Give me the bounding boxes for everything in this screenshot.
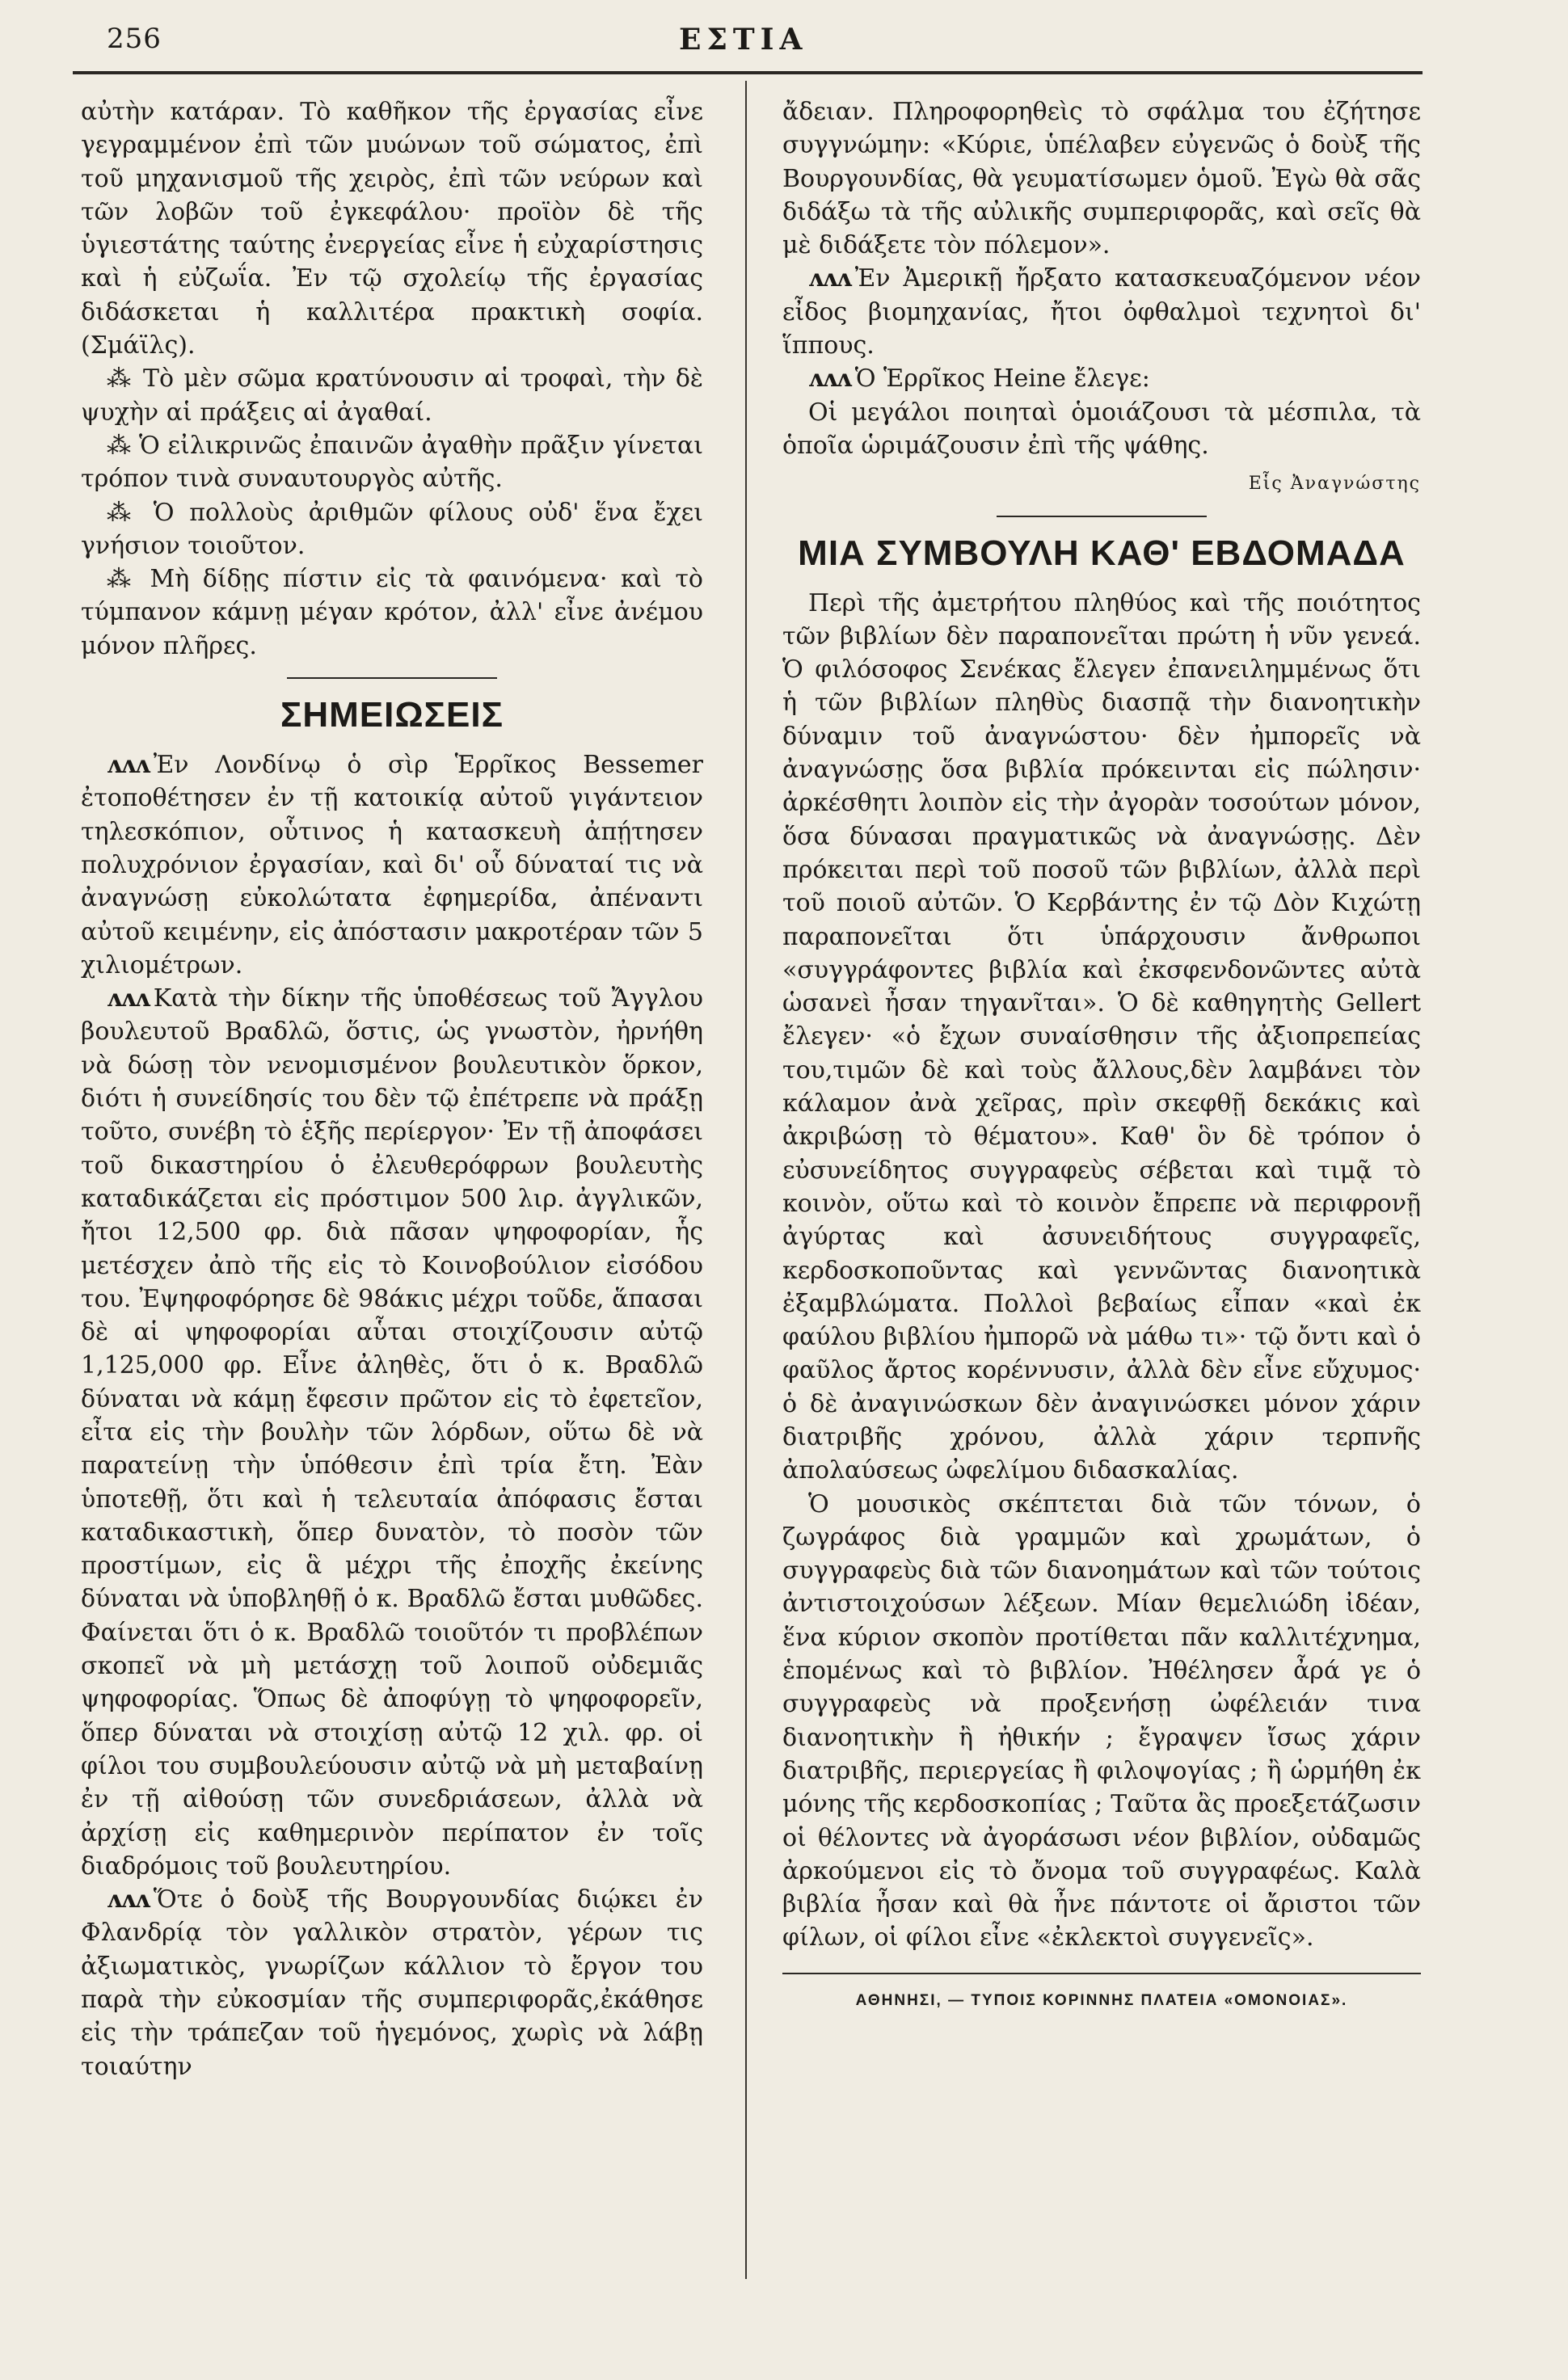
maxim-paragraph: ⁂ Ὁ εἰλικρινῶς ἐπαινῶν ἀγαθὴν πρᾶξιν γίνεται τρόπον τινὰ συναυτουργὸς αὐτῆς. <box>81 431 703 494</box>
note-paragraph <box>782 362 1421 395</box>
quote-paragraph: Οἱ μεγάλοι ποιηταὶ ὁμοιάζουσι τὰ μέσπιλα, τὰ ὁποῖα ὡριμάζουσιν ἐπὶ τῆς ψάθης. <box>782 398 1421 460</box>
running-title: ΕΣΤΙΑ <box>679 23 808 57</box>
maxim-paragraph: ⁂ Ὁ πολλοὺς ἀριθμῶν φίλους οὐδ' ἕνα ἔχει γνήσιον τοιοῦτον. <box>81 498 703 560</box>
maxim-paragraph: ⁂ Τὸ μὲν σῶμα κρατύνουσιν αἱ τροφαὶ, τὴν δὲ ψυχὴν αἱ πράξεις αἱ ἀγαθαί. <box>81 364 703 427</box>
note-text: Ὁ Ἑρρῖκος Heine ἔλεγε: <box>854 364 1150 394</box>
note-mark-icon: ʌʌʌ <box>107 751 149 780</box>
section-rule <box>997 516 1207 517</box>
right-column <box>782 95 1421 2017</box>
left-column <box>81 95 703 2083</box>
signature: Εἷς Ἀναγνώστης <box>1248 474 1421 495</box>
note-paragraph <box>81 982 703 1883</box>
column-divider <box>745 81 747 2279</box>
page-header <box>57 23 1431 71</box>
note-text: Κατὰ τὴν δίκην τῆς ὑποθέσεως τοῦ Ἄγγλου βουλευτοῦ Βραδλῶ, ὅστις, ὡς γνωστὸν, ἠρνήθη νὰ δώσῃ τὸν νενομισμένον βουλευτικὸν ὅρκον, διότι ἡ συνείδησίς του δὲν τῷ ἐπέτρεπε νὰ πράξῃ τοῦτο, συνέβη τὸ ἑξῆς περίεργον· Ἐν τῇ ἀποφάσει τοῦ δικαστηρίου ὁ ἐλευθερόφρων βουλευτὴς καταδικάζεται εἰς πρόστιμον 500 λιρ. ἀγγλικῶν, ἤτοι 12,500 φρ. διὰ πᾶσαν ψηφοφορίαν, ἧς μετέσχεν ἀπὸ τῆς εἰς τὸ Κοινοβούλιον εἰσόδου του. Ἐψηφοφόρησε δὲ 98άκις μέχρι τοῦδε, ἅπασαι δὲ αἱ ψηφοφορίαι αὗται στοιχίζουσιν αὐτῷ 1,125,000 φρ. Εἶνε ἀληθὲς, ὅτι ὁ κ. Βραδλῶ δύναται νὰ κάμῃ ἔφεσιν πρῶτον εἰς τὸ ἐφετεῖον, εἶτα εἰς τὴν βουλὴν τῶν λόρδων, οὕτω δὲ νὰ παρατείνῃ τὴν ὑπόθεσιν ἐπὶ τρία ἔτη. Ἐὰν ὑποτεθῇ, ὅτι καὶ ἡ τελευταία ἀπόφασις ἔσται καταδικαστικὴ, ὅπερ δυνατὸν, τὸ ποσὸν τῶν προστίμων, εἰς ἃ μέχρι τῆς ἐποχῆς ἐκείνης δύναται νὰ ὑποβληθῇ ὁ κ. Βραδλῶ ἔσται μυθῶδες. Φαίνεται ὅτι ὁ κ. Βραδλῶ τοιοῦτόν τι προβλέπων σκοπεῖ νὰ μὴ μετάσχῃ τοῦ λοιποῦ οὐδεμιᾶς ψηφοφορίας. Ὅπως δὲ ἀποφύγῃ τὸ ψηφοφορεῖν, ὅπερ δύναται νὰ στοιχίσῃ αὐτῷ 12 χιλ. φρ. οἱ φίλοι του συμβουλεύουσιν αὐτῷ νὰ μὴ μεταβαίνῃ ἐν τῇ αἰθούσῃ τῶν συνεδριάσεων, ἀλλὰ νὰ ἀρχίσῃ εἰς καθημερινὸν περίπατον ἐν τοῖς διαδρόμοις τοῦ βουλευτηρίου. <box>81 984 703 1881</box>
note-paragraph <box>81 748 703 982</box>
article-paragraph: Περὶ τῆς ἀμετρήτου πληθύος καὶ τῆς ποιότητος τῶν βιβλίων δὲν παραπονεῖται πρώτη ἡ νῦν γενεά. Ὁ φιλόσοφος Σενέκας ἔλεγεν ἐπανειλημμένως ὅτι ἡ τῶν βιβλίων πληθὺς διασπᾷ τὴν διανοητικὴν δύναμιν τοῦ ἀναγνώστου· δὲν ἠμπορεῖς νὰ ἀναγνώσῃς ὅσα βιβλία πρόκεινται εἰς πώλησιν· ἀρκέσθητι λοιπὸν εἰς τὴν ἀγορὰν τοσούτων μόνον, ὅσα δύνασαι πραγματικῶς νὰ ἀναγνώσῃς. Δὲν πρόκειται περὶ τοῦ ποσοῦ τῶν βιβλίων, ἀλλὰ περὶ τοῦ ποιοῦ αὐτῶν. Ὁ Κερβάντης ἐν τῷ Δὸν Κιχώτῃ παραπονεῖται ὅτι ὑπάρχουσιν ἄνθρωποι «συγγράφοντες βιβλία καὶ ἐκσφενδονῶντες αὐτὰ ὡσανεὶ ἦσαν τηγανῖται». Ὁ δὲ καθηγητὴς Gellert ἔλεγεν· «ὁ ἔχων συναίσθησιν τῆς ἀξιοπρεπείας του,τιμῶν δὲ καὶ τοὺς ἄλλους,δὲν λαμβάνει τὸν κάλαμον ἀνὰ χεῖρας, πρὶν σκεφθῇ δεκάκις καὶ ἀκριβώσῃ τὸ θέματου». Καθ' ὃν δὲ τρόπον ὁ εὐσυνείδητος συγγραφεὺς σέβεται καὶ τιμᾷ τὸ κοινὸν, οὕτω καὶ τὸ κοινὸν ἔπρεπε νὰ περιφρονῇ ἀγύρτας καὶ ἀσυνειδήτους συγγραφεῖς, κερδοσκοποῦντας καὶ γεννῶντας διανοητικὰ ἐξαμβλώματα. Πολλοὶ βεβαίως εἶπαν «καὶ ἐκ φαύλου βιβλίου ἠμπορῶ νὰ μάθω τι»· τῷ ὄντι καὶ ὁ φαῦλος ἄρτος κορέννυσιν, ἀλλὰ δὲν εἶνε εὔχυμος· ὁ δὲ ἀναγινώσκων δὲν ἀναγινώσκει μόνον χάριν διατριβῆς χρόνου, ἀλλὰ χάριν τερπνῆς ἀπολαύσεως ὠφελίμου διδασκαλίας. <box>782 588 1421 1485</box>
note-mark-icon: ʌʌʌ <box>808 364 850 394</box>
note-paragraph <box>81 1883 703 2083</box>
imprint-rule <box>782 1973 1421 1974</box>
note-mark-icon: ʌʌʌ <box>107 984 149 1013</box>
note-text: Ἐν Ἀμερικῇ ἤρξατο κατασκευαζόμενον νέον εἶδος βιομηχανίας, ἤτοι ὀφθαλμοὶ τεχνητοὶ δι' ἵππους. <box>782 264 1421 360</box>
maxim-paragraph: ⁂ Μὴ δίδῃς πίστιν εἰς τὰ φαινόμενα· καὶ τὸ τύμπανον κάμνῃ μέγαν κρότον, ἀλλ' εἶνε ἀνέμου μόνον πλῆρες. <box>81 565 703 660</box>
note-paragraph <box>782 262 1421 362</box>
note-mark-icon: ʌʌʌ <box>107 1885 149 1915</box>
printer-imprint: ΑΘΗΝΗΣΙ, — ΤΥΠΟΙΣ ΚΟΡΙΝΝΗΣ ΠΛΑΤΕΙΑ «ΟΜΟΝΟΙΑΣ». <box>855 1991 1348 2009</box>
page-number: 256 <box>107 23 162 55</box>
article-paragraph: Ὁ μουσικὸς σκέπτεται διὰ τῶν τόνων, ὁ ζωγράφος διὰ γραμμῶν καὶ χρωμάτων, ὁ συγγραφεὺς διὰ τῶν διανοημάτων καὶ τῶν τούτοις ἀντιστοιχούσων λέξεων. Μίαν θεμελιώδη ἰδέαν, ἕνα κύριον σκοπὸν προτίθεται πᾶν καλλιτέχνημα, ἑπομένως καὶ τὸ βιβλίον. Ἠθέλησεν ἆρά γε ὁ συγγραφεὺς νὰ προξενήσῃ ὠφέλειάν τινα διανοητικὴν ἢ ἠθικήν ; ἔγραψεν ἴσως χάριν διατριβῆς, περιεργείας ἢ φιλοψογίας ; ἢ ὡρμήθη ἐκ μόνης τῆς κερδοσκοπίας ; Ταῦτα ἂς προεξετάζωσιν οἱ θέλοντες νὰ ἀγοράσωσι νέον βιβλίον, οὐδαμῶς ἀρκούμενοι εἰς τὸ ὄνομα τοῦ συγγραφέως. Καλὰ βιβλία ἦσαν καὶ θὰ ἦνε πάντοτε οἱ ἄριστοι τῶν φίλων, οἱ φίλοι εἶνε «ἐκλεκτοὶ συγγενεῖς». <box>782 1489 1421 1952</box>
header-rule <box>73 71 1423 74</box>
note-mark-icon: ʌʌʌ <box>808 264 850 293</box>
note-text: Ἐν Λονδίνῳ ὁ σὶρ Ἑρρῖκος Bessemer ἐτοποθέτησεν ἐν τῇ κατοικίᾳ αὐτοῦ γιγάντειον τηλεσκόπιον, οὗτινος ἡ κατασκευὴ ἀπῄτησεν πολυχρόνιον ἐργασίαν, καὶ δι' οὗ δύναταί τις νὰ ἀναγνώσῃ εὐκολώτατα ἐφημερίδα, ἀπέναντι αὐτοῦ κειμένην, εἰς ἀπόστασιν μακροτέραν τῶν 5 χιλιομέτρων. <box>81 751 703 979</box>
note-text: Ὅτε ὁ δοὺξ τῆς Βουργουνδίας διῴκει ἐν Φλανδρίᾳ τὸν γαλλικὸν στρατὸν, γέρων τις ἀξιωματικὸς, γνωρίζων κάλλιον τὸ ἔργον του παρὰ τὴν εὐκοσμίαν τῆς συμπεριφορᾶς,ἐκάθησε εἰς τὴν τράπεζαν τοῦ ἡγεμόνος, χωρὶς νὰ λάβῃ τοιαύτην <box>81 1885 703 2081</box>
paragraph-continuation: αὐτὴν κατάραν. Τὸ καθῆκον τῆς ἐργασίας εἶνε γεγραμμένον ἐπὶ τῶν μυώνων τοῦ σώματος, ἐπὶ τοῦ μηχανισμοῦ τῆς χειρὸς, ἐπὶ τῶν νεύρων καὶ τῶν λοβῶν τοῦ ἐγκεφάλου· προϊὸν δὲ τῆς ὑγιεστάτης ταύτης ἐνεργείας εἶνε ἡ εὐχαρίστησις καὶ ἡ εὐζωΐα. Ἐν τῷ σχολείῳ τῆς ἐργασίας διδάσκεται ἡ καλλιτέρα πρακτικὴ σοφία. (Σμάϊλς). <box>81 98 703 360</box>
note-continuation: ἄδειαν. Πληροφορηθεὶς τὸ σφάλμα του ἐζήτησε συγγνώμην: «Κύριε, ὑπέλαβεν εὐγενῶς ὁ δοὺξ τῆς Βουργουνδίας, θὰ γευματίσωμεν ὁμοῦ. Ἐγὼ θὰ σᾶς διδάξω τὰ τῆς αὐλικῆς συμπεριφορᾶς, καὶ σεῖς θὰ μὲ διδάξετε τὸν πόλεμον». <box>782 98 1421 260</box>
section-rule <box>287 677 497 679</box>
section-title-advice: ΜΙΑ ΣΥΜΒΟΥΛΗ ΚΑΘ' ΕΒΔΟΜΑΔΑ <box>798 533 1406 573</box>
section-title-notes: ΣΗΜΕΙΩΣΕΙΣ <box>280 695 504 735</box>
